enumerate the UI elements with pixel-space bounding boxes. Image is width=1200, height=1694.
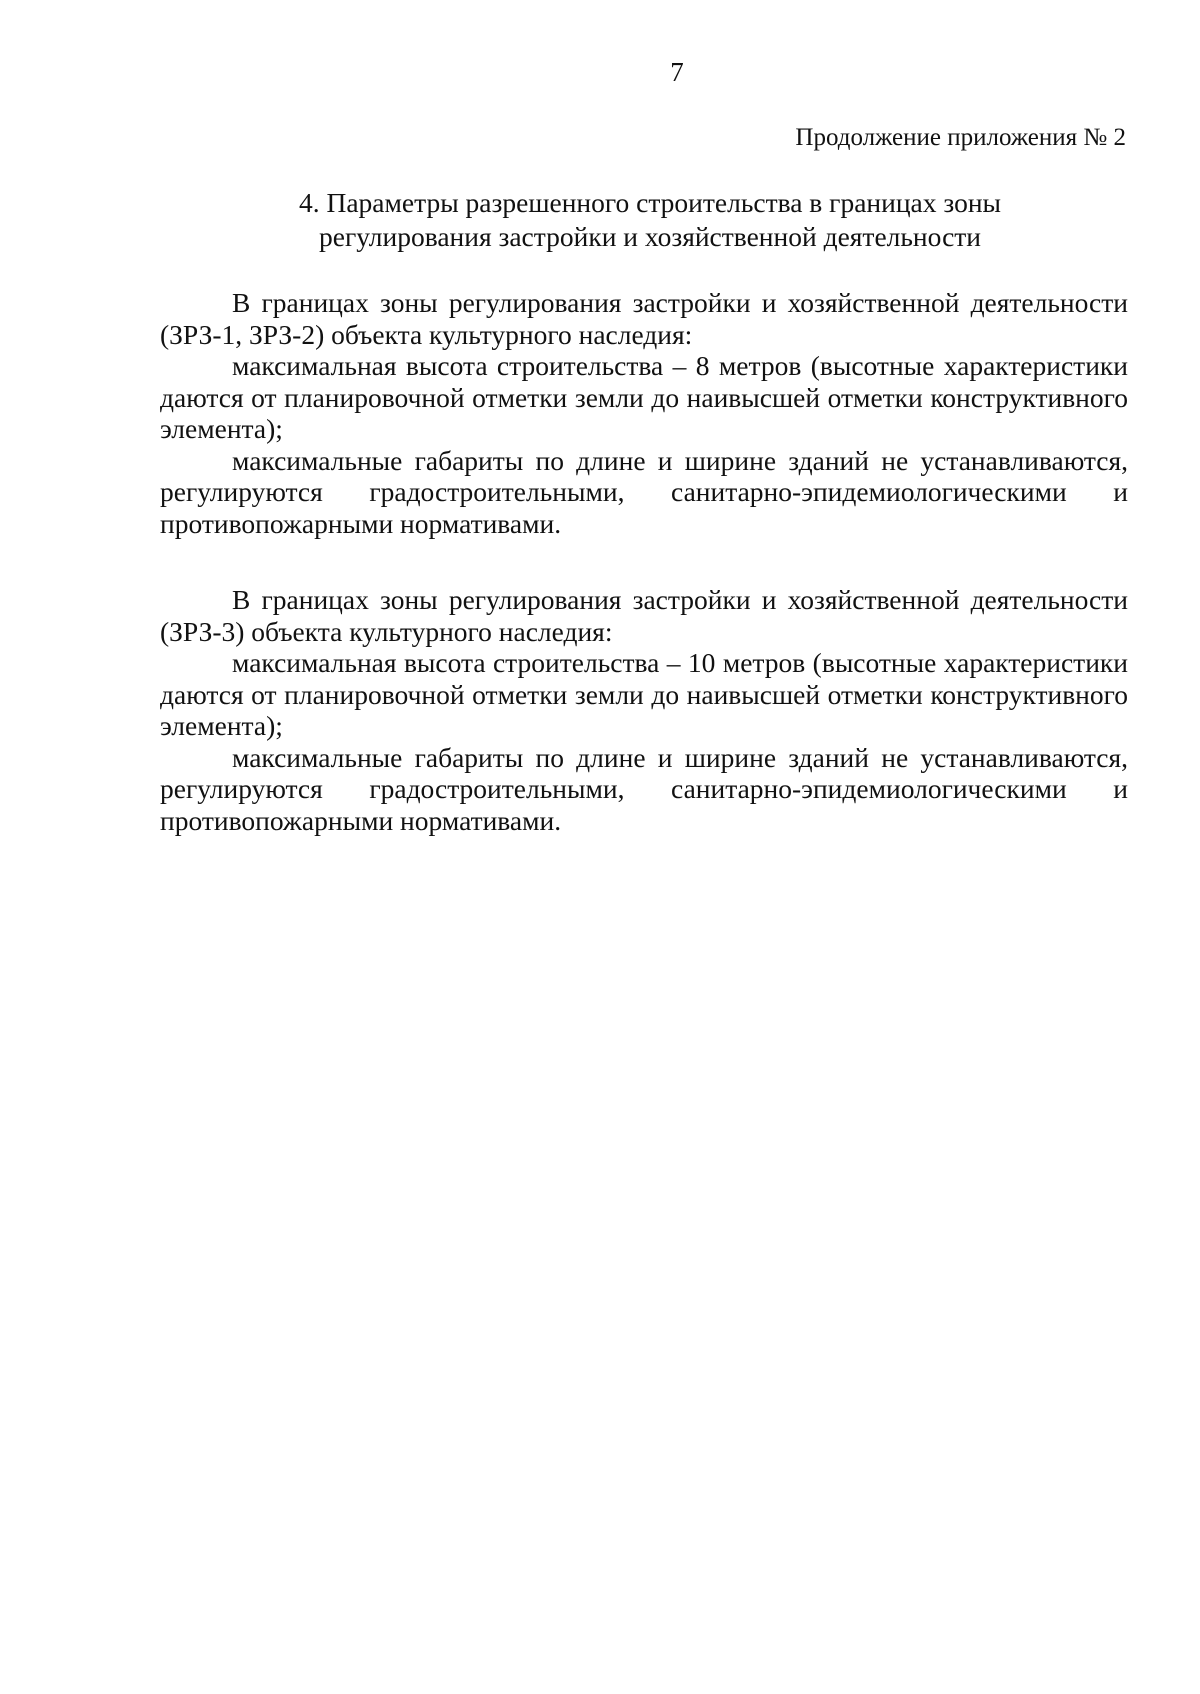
section-title — [200, 186, 1100, 254]
page-number: 7 — [670, 57, 684, 87]
zone-intro-paragraph: В границах зоны регулирования застройки и хозяйственной деятельности (ЗРЗ-3) объекта культурного наследия: — [160, 584, 1128, 647]
max-dimensions-paragraph: максимальные габариты по длине и ширине зданий не устанавливаются, регулируются градостроительными, санитарно-эпидемиологическими и противопожарными нормативами. — [160, 444, 1128, 539]
zone-block-zrz-3 — [160, 584, 1128, 836]
max-dimensions-paragraph: максимальные габариты по длине и ширине зданий не устанавливаются, регулируются градостроительными, санитарно-эпидемиологическими и противопожарными нормативами. — [160, 741, 1128, 836]
zone-block-zrz-1-2 — [160, 287, 1128, 539]
max-height-paragraph: максимальная высота строительства – 8 метров (высотные характеристики даются от планировочной отметки земли до наивысшей отметки конструктивного элемента); — [160, 350, 1128, 444]
section-title-line-2: регулирования застройки и хозяйственной деятельности — [318, 221, 982, 252]
appendix-continuation-note: Продолжение приложения № 2 — [795, 124, 1126, 151]
max-height-paragraph: максимальная высота строительства – 10 метров (высотные характеристики даются от планировочной отметки земли до наивысшей отметки конструктивного элемента); — [160, 647, 1128, 741]
zone-intro-paragraph: В границах зоны регулирования застройки и хозяйственной деятельности (ЗРЗ-1, ЗРЗ-2) объекта культурного наследия: — [160, 287, 1128, 350]
section-title-line-1: 4. Параметры разрешенного строительства в границах зоны — [298, 187, 1002, 218]
